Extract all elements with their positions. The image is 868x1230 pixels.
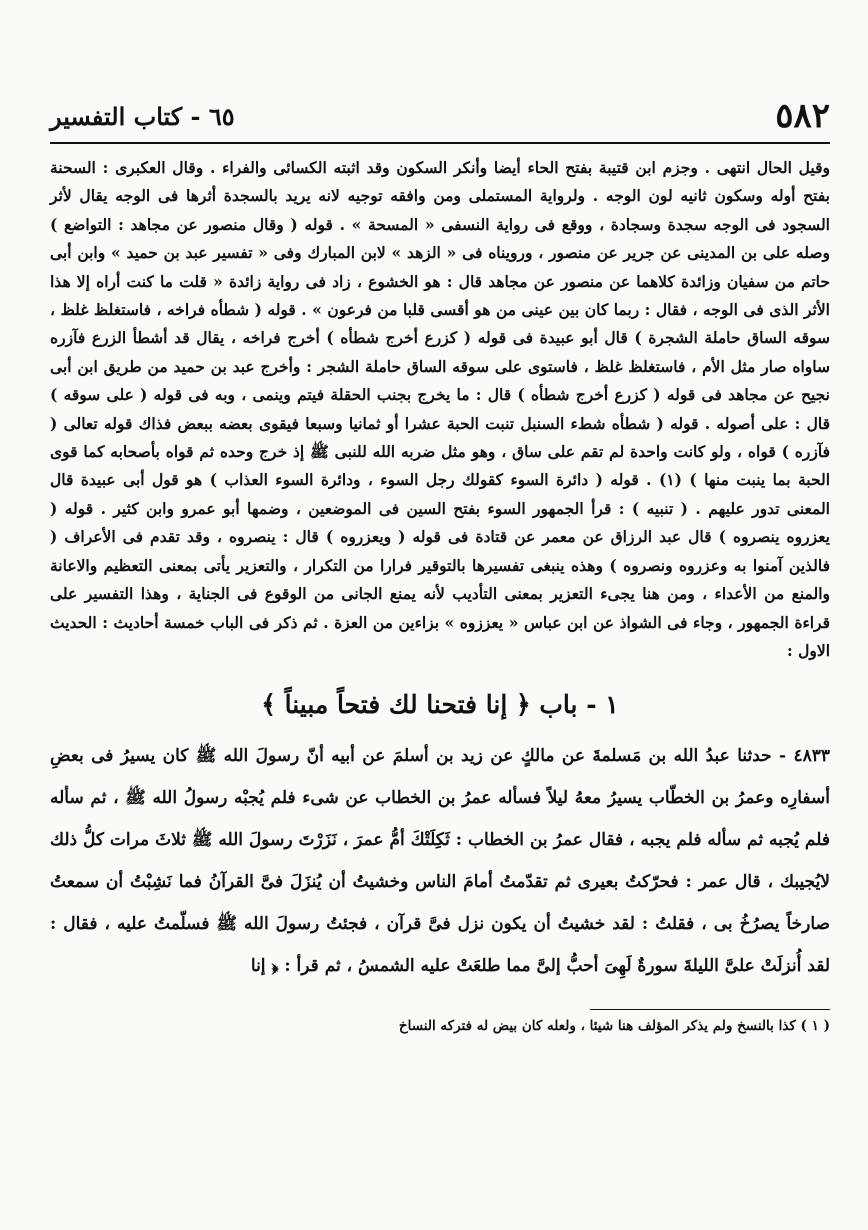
page-number: ٥٨٢ xyxy=(775,96,830,136)
book-page xyxy=(50,96,830,1034)
footnote-text: ( ١ ) كذا بالنسخ ولم يذكر المؤلف هنا شيئا ، ولعله كان بيض له فتركه النساخ xyxy=(398,1018,830,1035)
running-title: ٦٥ - كتاب التفسير xyxy=(50,101,235,131)
hadith-text: ٤٨٣٣ - حدثنا عبدُ الله بن مَسلمةَ عن مالكٍ عن زيد بن أسلمَ عن أبيه أنّ رسولَ الله ﷺ كان يسيرُ فى بعضِ أسفارِه وعمرُ بن الخطّاب يسيرُ معهُ ليلاً فسأله عمرُ بن الخطاب عن شىء فلم يُجبْه رسولُ الله ﷺ ، ثم سأله فلم يُجبه ثم سأله فلم يجبه ، فقال عمرُ بن الخطاب : ثَكِلَتْكَ أمُّ عمرَ ، نَزَرْتَ رسولَ الله ﷺ ثلاثَ مرات كلُّ ذلك لايُجيبك ، قال عمر : فحرّكتُ بعيرى ثم تقدّمتُ أمامَ الناس وخشيتُ أن يُنزَلَ فىَّ القرآنُ فما نَشِبْتُ أن سمعتُ صارخاً يصرُخُ بى ، فقلتُ : لقد خشيتُ أن يكون نزل فىَّ قرآن ، فجئتُ رسولَ الله ﷺ فسلّمتُ عليه ، فقال : لقد أُنزلَتْ علىَّ الليلةَ سورةٌ لَهِىَ أحبُّ إلىَّ مما طلعَتْ عليه الشمسُ ، ثم قرأ : ﴿ إنا xyxy=(50,746,830,977)
page-header xyxy=(50,96,830,144)
chapter-heading: ١ - باب ﴿ إنا فتحنا لك فتحاً مبيناً ﴾ xyxy=(261,690,619,720)
footnote-divider xyxy=(590,1009,830,1010)
commentary-text: وقيل الحال انتهى . وجزم ابن قتيبة بفتح الحاء أيضا وأنكر السكون وقد اثبته الكسائى والفراء . وقال العكبرى : السحنة بفتح أوله وسكون ثانيه لون الوجه . ولرواية المستملى ومن وافقه توجيه لانه يريد بالسجدة أثرها فى الوجه يقال لأثر السجود فى الوجه سجدة وسجادة ، ووقع فى رواية النسفى « المسحة » . قوله ( وقال منصور عن مجاهد : التواضع ) وصله على بن المدينى عن جرير عن منصور ، ورويناه فى « الزهد » لابن المبارك وفى « تفسير عبد بن حميد » وابن أبى حاتم من سفيان وزائدة كلاهما عن منصور عن مجاهد قال : هو الخشوع ، زاد فى رواية زائدة « قلت ما كنت أراه إلا هذا الأثر الذى فى الوجه ، فقال : ربما كان بين عينى من هو أقسى قلبا من فرعون » . قوله ( شطأه فراخه ، فاستغلظ غلظ ، سوقه الساق حاملة الشجرة ) قال أبو عبيدة فى قوله ( كزرع أخرج شطأه ) أخرج فراخه ، يقال قد أشطأ الزرع فآزره ساواه صار مثل الأم ، فاستغلظ غلظ ، فاستوى على سوقه الساق حاملة الشجر : وأخرج عبد بن حميد من طريق ابن أبى نجيح عن مجاهد فى قوله ( كزرع أخرج شطأه ) قال : ما يخرج بجنب الحقلة فيتم وينمى ، وبه فى قوله ( على سوقه ) قال : على أصوله . قوله ( شطأه شطء السنبل تنبت الحبة عشرا أو ثمانيا وسبعا فيقوى بعضه ببعض فذاك قوله تعالى ( فآزره ) قواه ، ولو كانت واحدة لم تقم على ساق ، وهو مثل ضربه الله للنبى ﷺ إذ خرج وحده ثم قواه بأصحابه كما قوى الحبة بما ينبت منها ) (١) . قوله ( دائرة السوء كقولك رجل السوء ، ودائرة السوء العذاب ) هو قول أبى عبيدة قال المعنى تدور عليهم . ( تنبيه ) : قرأ الجمهور السوء بفتح السين فى الموضعين ، وضمها أبو عمرو وابن كثير . قوله ( يعزروه ينصروه ) قال عبد الرزاق عن معمر عن قتادة فى قوله ( ويعزروه ) قال : ينصروه ، وقد تقدم فى الأعراف ( فالذين آمنوا به وعزروه ونصروه ) وهذه ينبغى تفسيرها بالتوقير فرارا من التكرار ، والتعزير يأتى بمعنى التعظيم والاعانة والمنع من الأعداء ، ومن هنا يجىء التعزير بمعنى التأديب لأنه يمنع الجانى من الوقوع فى الجناية ، وهذا التفسير على قراءة الجمهور ، وجاء فى الشواذ عن ابن عباس « يعززوه » بزاءين من العزة . ثم ذكر فى الباب خمسة أحاديث : الحديث الاول : xyxy=(50,158,830,660)
